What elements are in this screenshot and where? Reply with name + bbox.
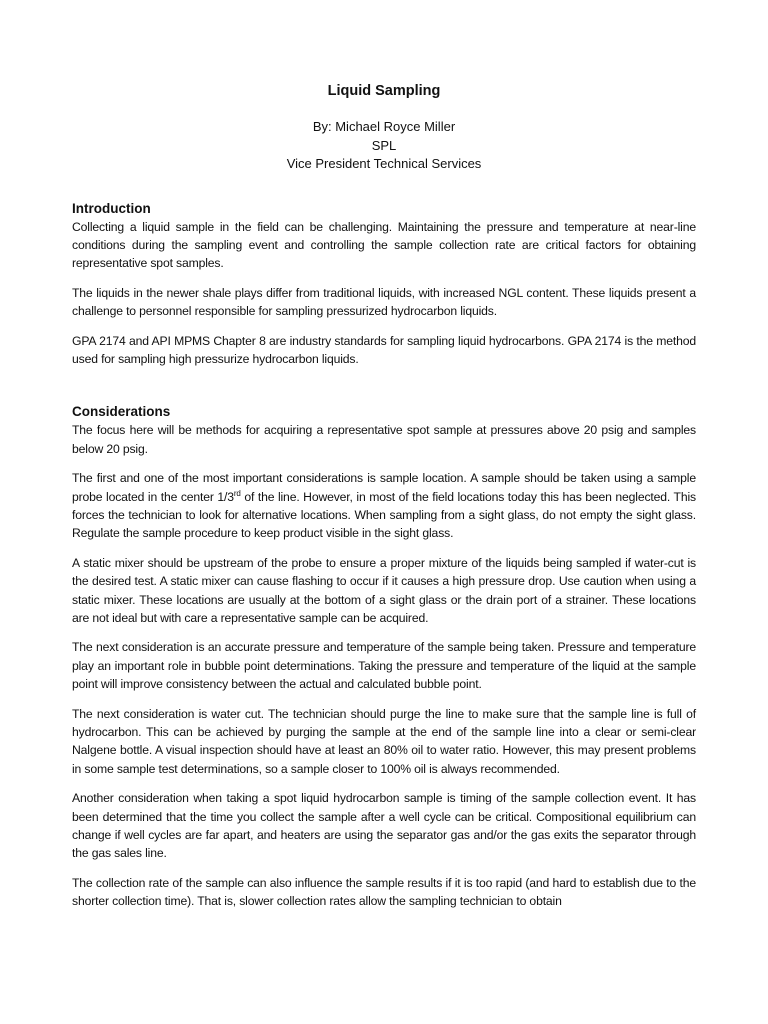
byline [72, 118, 696, 174]
paragraph-text: The first and one of the most important considerations is sample location. A sample should be taken using a sample probe located in the center 1/3 [72, 471, 696, 504]
superscript-ordinal: rd [233, 488, 241, 498]
paragraph-text: of the line. However, in most of the field locations today this has been neglected. This forces the technician to look for alternative locations. When sampling from a sight glass, do not empty the sight glass. Regulate the sample procedure to keep product visible in the sight glass. [72, 489, 696, 541]
paragraph: Collecting a liquid sample in the field can be challenging. Maintaining the pressure and temperature at near-line conditions during the sampling event and controlling the sample collection rate are critical factors for obtaining representative spot samples. [72, 219, 696, 271]
paragraph: The next consideration is an accurate pressure and temperature of the sample being taken. Pressure and temperature play an important role in bubble point determinations. Taking the pressure and temperature of the liquid at the sample point will improve consistency between the actual and calculated bubble point. [72, 640, 696, 692]
paragraph: The liquids in the newer shale plays differ from traditional liquids, with increased NGL content. These liquids present a challenge to personnel responsible for sampling pressurized hydrocarbon liquids. [72, 285, 696, 319]
paragraph: The collection rate of the sample can also influence the sample results if it is too rapid (and hard to establish due to the shorter collection time). That is, slower collection rates allow the sampling technician to obtain [72, 875, 696, 909]
document-title: Liquid Sampling [327, 83, 441, 99]
paragraph: The next consideration is water cut. The technician should purge the line to make sure that the sample line is full of hydrocarbon. This can be achieved by purging the sample at the end of the sample line into a clear or semi-clear Nalgene bottle. A visual inspection should have at least an 80% oil to water ratio. However, this may present problems in some sample test determinations, so a sample closer to 100% oil is always recommended. [72, 706, 696, 776]
section-heading-introduction: Introduction [72, 200, 151, 216]
byline-author: By: Michael Royce Miller [312, 119, 456, 134]
document-body [72, 82, 696, 922]
paragraph: Another consideration when taking a spot liquid hydrocarbon sample is timing of the sample collection event. It has been determined that the time you collect the sample after a well cycle can be critical. Compositional equilibrium can change if well cycles are far apart, and heaters are using the separator gas and/or the gas exits the separator through the gas sales line. [72, 791, 696, 861]
paragraph: The focus here will be methods for acquiring a representative spot sample at pressures above 20 psig and samples below 20 psig. [72, 423, 696, 456]
section-heading-considerations: Considerations [72, 404, 171, 420]
byline-company: SPL [371, 137, 397, 153]
byline-role: Vice President Technical Services [286, 156, 482, 171]
paragraph: GPA 2174 and API MPMS Chapter 8 are industry standards for sampling liquid hydrocarbons. GPA 2174 is the method used for sampling high pressurize hydrocarbon liquids. [72, 333, 696, 366]
paragraph-sample-location [72, 469, 696, 543]
paragraph: A static mixer should be upstream of the probe to ensure a proper mixture of the liquids being sampled if water-cut is the desired test. A static mixer can cause flashing to occur if it causes a high pressure drop. Use caution when using a static mixer. These locations are usually at the bottom of a sight glass or the drain port of a strainer. These locations are not ideal but with care a representative sample can be acquired. [72, 555, 696, 625]
